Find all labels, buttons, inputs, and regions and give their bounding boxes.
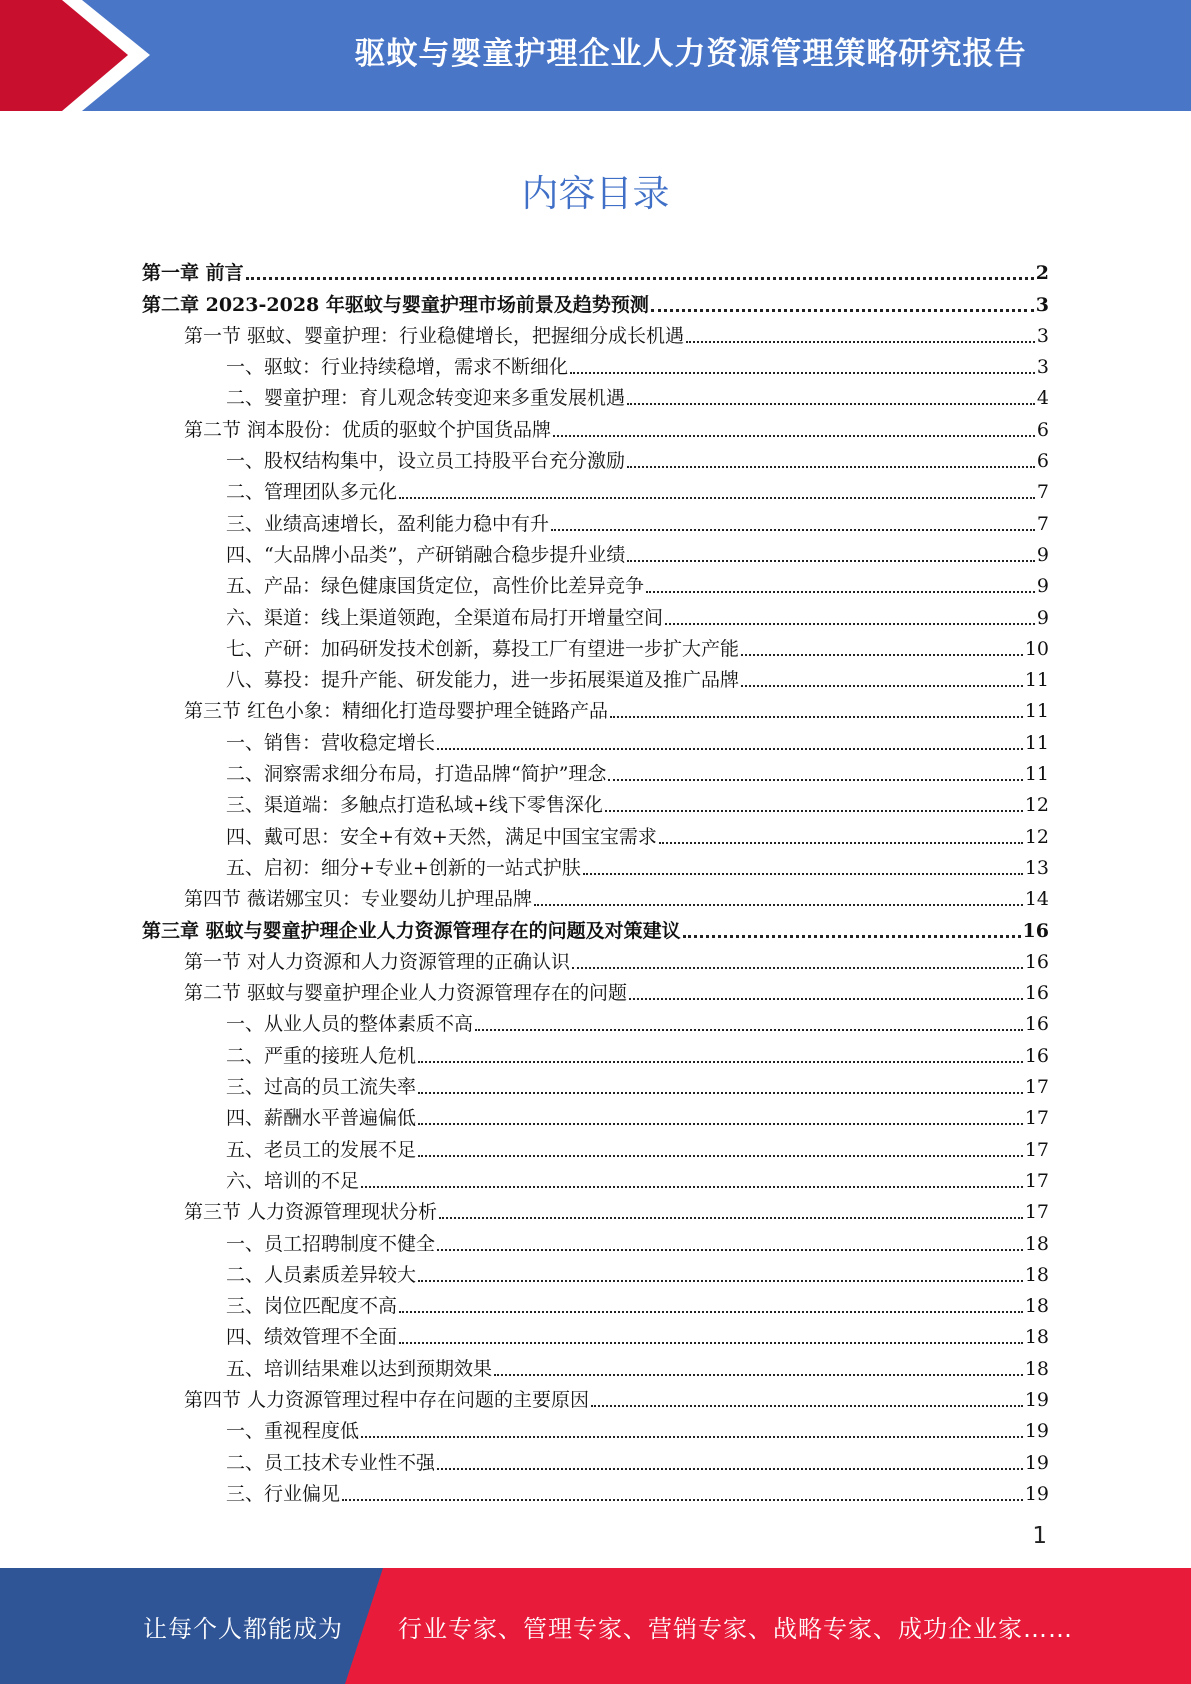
toc-entry-text: 三、行业偏见	[226, 1482, 341, 1505]
toc-entry-text: 三、业绩高速增长，盈利能力稳中有升	[226, 512, 550, 535]
toc-entry-page: 18	[1024, 1326, 1049, 1349]
toc-entry-item[interactable]	[142, 661, 1049, 692]
toc-entry-item[interactable]	[142, 504, 1049, 535]
toc-entry-section[interactable]	[142, 974, 1049, 1005]
toc-leader-dots	[646, 575, 1035, 593]
toc-entry-page: 16	[1024, 950, 1049, 973]
toc-entry-page: 16	[1022, 919, 1049, 942]
toc-entry-page: 3	[1036, 324, 1049, 347]
toc-leader-dots	[399, 481, 1035, 499]
toc-entry-text: 七、产研：加码研发技术创新，募投工厂有望进一步扩大产能	[226, 637, 740, 660]
toc-leader-dots	[665, 607, 1035, 625]
toc-entry-page: 12	[1024, 794, 1049, 817]
toc-entry-text: 第一章 前言	[142, 262, 244, 285]
toc-leader-dots	[741, 669, 1023, 687]
toc-entry-section[interactable]	[142, 410, 1049, 441]
toc-entry-text: 一、从业人员的整体素质不高	[226, 1013, 474, 1036]
toc-entry-page: 18	[1024, 1232, 1049, 1255]
toc-leader-dots	[475, 1013, 1023, 1031]
toc-entry-text: 一、销售：营收稳定增长	[226, 731, 436, 754]
toc-entry-item[interactable]	[142, 1412, 1049, 1443]
toc-entry-text: 二、人员素质差异较大	[226, 1263, 417, 1286]
toc-entry-item[interactable]	[142, 817, 1049, 848]
toc-entry-page: 9	[1036, 606, 1049, 629]
toc-entry-text: 第三节 人力资源管理现状分析	[184, 1201, 438, 1224]
toc-entry-page: 19	[1024, 1388, 1049, 1411]
toc-entry-item[interactable]	[142, 598, 1049, 629]
toc-leader-dots	[583, 857, 1023, 875]
toc-leader-dots	[399, 1295, 1023, 1313]
toc-leader-dots	[610, 700, 1023, 718]
toc-entry-page: 18	[1024, 1263, 1049, 1286]
toc-leader-dots	[534, 888, 1023, 906]
toc-entry-text: 一、驱蚊：行业持续稳增，需求不断细化	[226, 356, 569, 379]
toc-leader-dots	[572, 951, 1023, 969]
toc-entry-item[interactable]	[142, 849, 1049, 880]
toc-leader-dots	[494, 1358, 1023, 1376]
toc-leader-dots	[605, 794, 1023, 812]
toc-entry-item[interactable]	[142, 786, 1049, 817]
toc-entry-page: 3	[1035, 293, 1049, 316]
toc-entry-item[interactable]	[142, 1068, 1049, 1099]
toc-entry-text: 二、洞察需求细分布局，打造品牌“简护”理念	[226, 763, 607, 786]
toc-entry-page: 6	[1036, 450, 1049, 473]
toc-entry-chapter[interactable]	[142, 285, 1049, 316]
toc-leader-dots	[686, 325, 1035, 343]
toc-entry-text: 第一节 对人力资源和人力资源管理的正确认识	[184, 950, 571, 973]
toc-leader-dots	[627, 387, 1035, 405]
toc-entry-text: 二、管理团队多元化	[226, 481, 398, 504]
toc-leader-dots	[627, 544, 1034, 562]
toc-entry-page: 17	[1024, 1201, 1049, 1224]
toc-leader-dots	[342, 1483, 1023, 1501]
toc-entry-page: 11	[1024, 669, 1049, 692]
toc-entry-text: 四、绩效管理不全面	[226, 1326, 398, 1349]
toc-entry-item[interactable]	[142, 1287, 1049, 1318]
toc-entry-text: 第二节 润本股份：优质的驱蚊个护国货品牌	[184, 418, 552, 441]
toc-entry-section[interactable]	[142, 880, 1049, 911]
toc-entry-text: 四、戴可思：安全+有效+天然，满足中国宝宝需求	[226, 825, 657, 848]
toc-entry-text: 六、渠道：线上渠道领跑，全渠道布局打开增量空间	[226, 606, 664, 629]
toc-entry-page: 10	[1024, 637, 1049, 660]
toc-entry-item[interactable]	[142, 1099, 1049, 1130]
toc-entry-item[interactable]	[142, 1036, 1049, 1067]
toc-entry-page: 7	[1036, 481, 1049, 504]
toc-entry-text: 二、婴童护理：育儿观念转变迎来多重发展机遇	[226, 387, 626, 410]
toc-entry-item[interactable]	[142, 1318, 1049, 1349]
toc-leader-dots	[437, 732, 1023, 750]
toc-leader-dots	[629, 982, 1023, 1000]
toc-entry-text: 第一节 驱蚊、婴童护理：行业稳健增长，把握细分成长机遇	[184, 324, 685, 347]
toc-entry-chapter[interactable]	[142, 911, 1049, 942]
toc-leader-dots	[418, 1139, 1023, 1157]
toc-leader-dots	[591, 1389, 1023, 1407]
toc-entry-section[interactable]	[142, 943, 1049, 974]
toc-entry-text: 一、重视程度低	[226, 1420, 360, 1443]
footer-banner	[0, 1568, 1191, 1684]
toc-leader-dots	[551, 513, 1035, 531]
toc-leader-dots	[418, 1107, 1023, 1125]
toc-entry-page: 2	[1035, 262, 1049, 285]
toc-entry-text: 第四节 薇诺娜宝贝：专业婴幼儿护理品牌	[184, 888, 533, 911]
toc-entry-text: 四、“大品牌小品类”，产研销融合稳步提升业绩	[226, 543, 626, 566]
toc-entry-page: 7	[1036, 512, 1049, 535]
toc-leader-dots	[570, 356, 1035, 374]
toc-entry-page: 13	[1024, 856, 1049, 879]
toc-leader-dots	[439, 1201, 1023, 1219]
toc-entry-text: 四、薪酬水平普遍偏低	[226, 1107, 417, 1130]
toc-entry-text: 二、员工技术专业性不强	[226, 1451, 436, 1474]
toc-entry-page: 18	[1024, 1357, 1049, 1380]
toc-entry-text: 第二节 驱蚊与婴童护理企业人力资源管理存在的问题	[184, 982, 628, 1005]
report-title: 驱蚊与婴童护理企业人力资源管理策略研究报告	[354, 35, 1027, 72]
toc-entry-page: 14	[1024, 888, 1049, 911]
toc-entry-page: 19	[1024, 1482, 1049, 1505]
toc-entry-text: 一、股权结构集中，设立员工持股平台充分激励	[226, 450, 626, 473]
toc-leader-dots	[553, 419, 1035, 437]
toc-entry-item[interactable]	[142, 379, 1049, 410]
toc-entry-text: 六、培训的不足	[226, 1169, 360, 1192]
toc-entry-page: 4	[1036, 387, 1049, 410]
toc-entry-page: 17	[1024, 1169, 1049, 1192]
toc-entry-page: 12	[1024, 825, 1049, 848]
toc-entry-chapter[interactable]	[142, 254, 1049, 285]
toc-entry-item[interactable]	[142, 567, 1049, 598]
toc-entry-item[interactable]	[142, 1162, 1049, 1193]
toc-entry-item[interactable]	[142, 1349, 1049, 1380]
toc-entry-page: 16	[1024, 1044, 1049, 1067]
toc-entry-item[interactable]	[142, 348, 1049, 379]
table-of-contents	[142, 254, 1049, 1506]
toc-entry-text: 一、员工招聘制度不健全	[226, 1232, 436, 1255]
toc-entry-text: 三、过高的员工流失率	[226, 1076, 417, 1099]
toc-entry-item[interactable]	[142, 442, 1049, 473]
toc-entry-page: 16	[1024, 1013, 1049, 1036]
toc-leader-dots	[418, 1045, 1023, 1063]
toc-entry-section[interactable]	[142, 1381, 1049, 1412]
toc-entry-page: 17	[1024, 1107, 1049, 1130]
toc-leader-dots	[437, 1452, 1023, 1470]
toc-entry-text: 三、岗位匹配度不高	[226, 1295, 398, 1318]
toc-leader-dots	[651, 294, 1034, 312]
toc-entry-text: 第三节 红色小象：精细化打造母婴护理全链路产品	[184, 700, 609, 723]
toc-entry-item[interactable]	[142, 536, 1049, 567]
toc-entry-item[interactable]	[142, 1256, 1049, 1287]
toc-entry-page: 16	[1024, 982, 1049, 1005]
toc-entry-section[interactable]	[142, 1193, 1049, 1224]
toc-entry-item[interactable]	[142, 723, 1049, 754]
toc-heading: 内容目录	[521, 172, 670, 215]
toc-leader-dots	[659, 826, 1023, 844]
toc-entry-page: 19	[1024, 1420, 1049, 1443]
toc-leader-dots	[361, 1170, 1023, 1188]
toc-entry-page: 19	[1024, 1451, 1049, 1474]
toc-entry-page: 9	[1036, 543, 1049, 566]
toc-entry-item[interactable]	[142, 1005, 1049, 1036]
toc-entry-section[interactable]	[142, 692, 1049, 723]
toc-entry-text: 二、严重的接班人危机	[226, 1044, 417, 1067]
toc-entry-text: 八、募投：提升产能、研发能力，进一步拓展渠道及推广品牌	[226, 669, 740, 692]
toc-entry-page: 11	[1024, 763, 1049, 786]
toc-entry-page: 18	[1024, 1295, 1049, 1318]
toc-entry-item[interactable]	[142, 1130, 1049, 1161]
toc-entry-text: 五、培训结果难以达到预期效果	[226, 1357, 493, 1380]
toc-leader-dots	[627, 450, 1035, 468]
toc-entry-item[interactable]	[142, 473, 1049, 504]
toc-leader-dots	[683, 920, 1021, 938]
toc-entry-item[interactable]	[142, 1475, 1049, 1506]
toc-entry-page: 17	[1024, 1076, 1049, 1099]
toc-leader-dots	[437, 1233, 1023, 1251]
toc-entry-page: 17	[1024, 1138, 1049, 1161]
toc-leader-dots	[418, 1076, 1023, 1094]
toc-entry-page: 9	[1036, 575, 1049, 598]
toc-entry-section[interactable]	[142, 317, 1049, 348]
toc-entry-text: 五、老员工的发展不足	[226, 1138, 417, 1161]
toc-leader-dots	[418, 1264, 1023, 1282]
toc-entry-text: 第二章 2023-2028 年驱蚊与婴童护理市场前景及趋势预测	[142, 293, 649, 316]
header-banner	[0, 0, 1191, 111]
toc-entry-text: 五、产品：绿色健康国货定位，高性价比差异竞争	[226, 575, 645, 598]
toc-leader-dots	[608, 763, 1022, 781]
toc-leader-dots	[399, 1326, 1023, 1344]
footer-slogan-left: 让每个人都能成为	[143, 1614, 343, 1643]
toc-entry-text: 三、渠道端：多触点打造私域+线下零售深化	[226, 794, 603, 817]
page-number: 1	[1032, 1523, 1047, 1549]
toc-entry-text: 第三章 驱蚊与婴童护理企业人力资源管理存在的问题及对策建议	[142, 919, 681, 942]
footer-slogan-right: 行业专家、管理专家、营销专家、战略专家、成功企业家……	[398, 1614, 1073, 1643]
toc-leader-dots	[246, 262, 1034, 280]
toc-entry-page: 11	[1024, 700, 1049, 723]
toc-entry-page: 3	[1036, 356, 1049, 379]
toc-leader-dots	[361, 1420, 1023, 1438]
toc-entry-text: 第四节 人力资源管理过程中存在问题的主要原因	[184, 1388, 590, 1411]
toc-entry-text: 五、启初：细分+专业+创新的一站式护肤	[226, 856, 581, 879]
toc-entry-page: 11	[1024, 731, 1049, 754]
toc-entry-item[interactable]	[142, 755, 1049, 786]
toc-entry-item[interactable]	[142, 1224, 1049, 1255]
toc-leader-dots	[741, 638, 1023, 656]
toc-entry-item[interactable]	[142, 1443, 1049, 1474]
toc-entry-item[interactable]	[142, 630, 1049, 661]
toc-entry-page: 6	[1036, 418, 1049, 441]
